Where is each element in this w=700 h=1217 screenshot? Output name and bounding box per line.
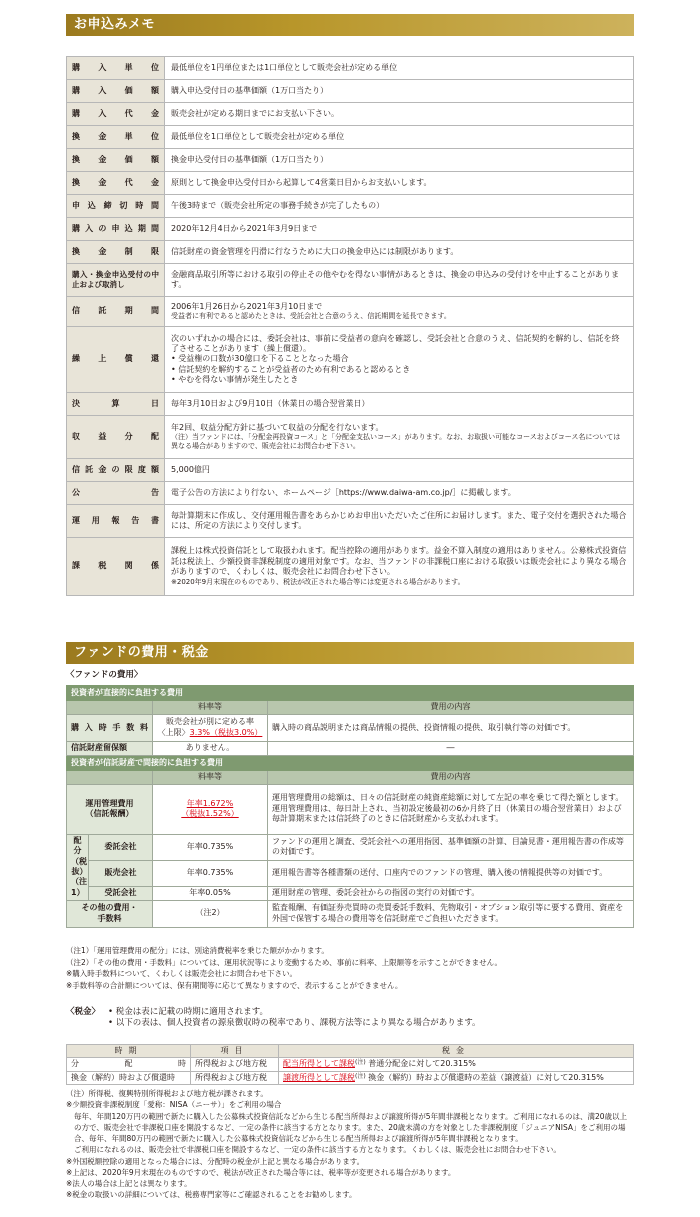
fee-note: （注1）「運用管理費用の配分」には、別途消費税率を乗じた額がかかります。 [66, 946, 329, 955]
memo-row [67, 172, 634, 195]
tax-note: ※税金の取扱いの詳細については、税務専門家等にご確認されることをお勧めします。 [66, 1190, 357, 1200]
memo-value: 5,000億円 [165, 459, 634, 482]
direct-fee-header: 投資者が直接的に負担する費用 [67, 686, 634, 701]
other-fee-key-cell [67, 900, 153, 927]
trustor-rate: 年率0.735% [153, 834, 268, 860]
memo-value: 午後3時まで（販売会社所定の事務手続きが完了したもの） [165, 195, 634, 218]
memo-row [67, 505, 634, 538]
memo-value: 次のいずれかの場合には、委託会社は、事前に受益者の意向を確認し、受託会社と合意のうえ、信託契約を解約し、信託を終了させることがあります（繰上償還）。 [171, 333, 620, 353]
purchase-fee-key: 購入時手数料 [67, 714, 153, 741]
memo-value: 課税上は株式投資信託として取扱われます。配当控除の適用があります。益金不算入制度の適用はありません。公募株式投資信託は税法上、少額投資非課税制度の適用対象です。なお、当ファンドの非課税口座における取扱いは販売会社により異なる場合がありますので、くわしくは、販売会社にお問合わせ下さい。 [171, 546, 627, 577]
tax-tax-header: 税金 [279, 1045, 634, 1058]
tax-kind: 譲渡所得として課税 [283, 1072, 355, 1082]
memo-row [67, 126, 634, 149]
memo-row [67, 241, 634, 264]
tax-period-header: 時期 [67, 1045, 191, 1058]
fees-section-banner [66, 642, 634, 664]
tax-note: ※法人の場合は上記とは異なります。 [66, 1179, 192, 1188]
fee-column-headers [67, 771, 634, 784]
fee-row [67, 860, 634, 886]
memo-value: 最低単位を1口単位として販売会社が定める単位 [165, 126, 634, 149]
purchase-fee-rate-prefix: 〈上限〉 [157, 727, 190, 737]
other-fee-content: 監査報酬、有価証券売買時の売買委託手数料、先物取引・オプション取引等に要する費用、資産を外国で保管する場合の費用等を信託財産でご負担いただきます。 [268, 900, 634, 927]
purchase-fee-rate-max: 3.3%（税抜3.0%） [189, 727, 263, 737]
distributor-content: 運用報告書等各種書類の送付、口座内でのファンドの管理、購入後の情報提供等の対価です。 [268, 860, 634, 886]
tax-lead-text-1: • 税金は表に記載の時期に適用されます。 [108, 1007, 269, 1017]
allocation-label: 配分（税抜）（注1） [67, 834, 89, 900]
tax-detail-cell [279, 1058, 634, 1071]
memo-key: 購入単位 [67, 57, 165, 80]
col-content-header: 費用の内容 [268, 701, 634, 714]
memo-note: （注）当ファンドには、「分配金再投資コース」と「分配金支払いコース」があります。なお、お取扱い可能なコースおよびコース名については異なる場合がありますので、販売会社にお問合わせ下さい。 [171, 433, 621, 451]
fee-row [67, 900, 634, 927]
mgmt-fee-key: 運用管理費用 [85, 798, 134, 808]
memo-value: 換金申込受付日の基準価額（1万口当たり） [165, 149, 634, 172]
memo-note: 受益者に有利であると認めたときは、受託会社と合意のうえ、信託期間を延長できます。 [171, 312, 451, 321]
memo-section-title: お申込みメモ [74, 17, 156, 32]
mgmt-fee-key-sub: （信託報酬） [85, 809, 134, 819]
blank-header-cell [67, 771, 153, 784]
reserve-key: 信託財産留保額 [67, 741, 153, 755]
memo-row [67, 482, 634, 505]
tax-label: 〈税金〉 [66, 1007, 101, 1017]
memo-row [67, 416, 634, 459]
fees-subtitle: 〈ファンドの費用〉 [66, 670, 143, 680]
tax-period: 換金（解約）時および償還時 [67, 1071, 191, 1084]
tax-desc: 換金（解約）時および償還時の差益（譲渡益）に対して20.315% [368, 1072, 604, 1082]
memo-value: 原則として換金申込受付日から起算して4営業日目からお支払いします。 [165, 172, 634, 195]
memo-key: 収益分配 [67, 416, 165, 459]
memo-row [67, 264, 634, 297]
memo-value: 年2回、収益分配方針に基づいて収益の分配を行ないます。 [171, 422, 384, 432]
tax-note: ※上記は、2020年9月末現在のものですので、税法が改正された場合等には、税率等が変更される場合があります。 [66, 1167, 456, 1177]
memo-key: 決算日 [67, 393, 165, 416]
memo-row [67, 459, 634, 482]
memo-value: 毎年3月10日および9月10日（休業日の場合翌営業日） [165, 393, 634, 416]
memo-row [67, 80, 634, 103]
tax-note: ※少額投資非課税制度「愛称：NISA（ニーサ）」をご利用の場合 [66, 1100, 282, 1110]
reserve-rate: ありません。 [153, 741, 268, 755]
memo-table [66, 56, 634, 596]
blank-header-cell [67, 701, 153, 714]
fee-row [67, 714, 634, 741]
memo-key: 運用報告書 [67, 505, 165, 538]
memo-value: 電子公告の方法により行ない、ホームページ［https://www.daiwa-am.co.jp/］に掲載します。 [165, 482, 634, 505]
tax-item-header: 項目 [191, 1045, 279, 1058]
trustor-content: ファンドの運用と調査、受託会社への運用指図、基準価額の計算、目論見書・運用報告書の作成等の対価です。 [268, 834, 634, 860]
memo-value: 金融商品取引所等における取引の停止その他やむを得ない事情があるときは、換金の申込みの受付けを中止することがあります。 [165, 264, 634, 297]
memo-row [67, 327, 634, 393]
tax-note: 毎年、年間120万円の範囲で新たに購入した公募株式投資信託などから生じる配当所得および譲渡所得が5年間非課税となります。ご利用になれるのは、満20歳以上の方で、販売会社で非課税口座を開設するなど、一定の条件に該当する方となります。また、20歳未満の方を対象とした非課税制度「ジュニアNISA」をご利用の場合、毎年、年間80万円の範囲で新たに購入した公募株式投資信託などから生じる配当所得および譲渡所得が5年間非課税となります。 [74, 1111, 628, 1143]
fee-section-header [67, 755, 634, 770]
memo-bullet: • やむを得ない事情が発生したとき [171, 375, 299, 385]
memo-row [67, 297, 634, 327]
col-content-header: 費用の内容 [268, 771, 634, 784]
fee-table [66, 685, 634, 928]
memo-value-cell [165, 327, 634, 393]
fees-section-title: ファンドの費用・税金 [74, 645, 209, 660]
tax-row [67, 1071, 634, 1084]
memo-key: 課税関係 [67, 538, 165, 596]
memo-value-cell [165, 416, 634, 459]
fee-row [67, 834, 634, 860]
tax-desc: 普通分配金に対して20.315% [368, 1059, 476, 1069]
fee-note: ※購入時手数料について、くわしくは販売会社にお問合わせ下さい。 [66, 969, 297, 979]
distributor-rate: 年率0.735% [153, 860, 268, 886]
memo-key: 信託期間 [67, 297, 165, 327]
tax-note: ご利用になれるのは、販売会社で非課税口座を開設するなど、一定の条件に該当する方となります。くわしくは、販売会社にお問合わせ下さい。 [74, 1145, 561, 1155]
trustee-key: 受託会社 [89, 886, 153, 900]
purchase-fee-rate-line1: 販売会社が別に定める率 [166, 717, 254, 727]
tax-item: 所得税および地方税 [191, 1058, 279, 1071]
col-rate-header: 料率等 [153, 771, 268, 784]
tax-table [66, 1044, 634, 1085]
memo-key: 購入・換金申込受付の中止および取消し [67, 264, 165, 297]
memo-row [67, 57, 634, 80]
memo-key: 購入の申込期間 [67, 218, 165, 241]
memo-key: 換金代金 [67, 172, 165, 195]
memo-value: 最低単位を1円単位または1口単位として販売会社が定める単位 [165, 57, 634, 80]
memo-value: 2006年1月26日から2021年3月10日まで [171, 301, 323, 311]
memo-key: 購入代金 [67, 103, 165, 126]
tax-item: 所得税および地方税 [191, 1071, 279, 1084]
distributor-key: 販売会社 [89, 860, 153, 886]
tax-note-mark: (注) [355, 1072, 366, 1080]
memo-key: 申込締切時間 [67, 195, 165, 218]
memo-bullet: • 受益権の口数が30億口を下ることとなった場合 [171, 354, 349, 364]
memo-section-banner [66, 14, 634, 36]
trustee-rate: 年率0.05% [153, 886, 268, 900]
tax-note: ※外国税額控除の適用となった場合には、分配時の税金が上記と異なる場合があります。 [66, 1156, 365, 1166]
memo-key: 換金単位 [67, 126, 165, 149]
memo-key: 換金制限 [67, 241, 165, 264]
memo-row [67, 218, 634, 241]
other-fee-key-sub: 手数料 [97, 913, 122, 923]
tax-lead [66, 1007, 634, 1029]
mgmt-fee-rate-cell [153, 784, 268, 834]
fee-note: （注2）「その他の費用・手数料」については、運用状況等により変動するため、事前に料率、上限額等を示すことができません。 [66, 957, 503, 967]
memo-note: ※2020年9月末現在のものであり、税法が改正された場合等には変更される場合があります。 [171, 577, 465, 586]
trustor-key: 委託会社 [89, 834, 153, 860]
fee-row [67, 784, 634, 834]
memo-row [67, 149, 634, 172]
memo-value-cell [165, 297, 634, 327]
tax-lead-text-2: • 以下の表は、個人投資者の源泉徴収時の税率であり、課税方法等により異なる場合があります。 [108, 1018, 481, 1029]
memo-value: 2020年12月4日から2021年3月9日まで [165, 218, 634, 241]
memo-key: 公告 [67, 482, 165, 505]
tax-kind: 配当所得として課税 [283, 1059, 355, 1069]
memo-value: 販売会社が定める期日までにお支払い下さい。 [165, 103, 634, 126]
tax-note: （注）所得税、復興特別所得税および地方税が課されます。 [66, 1089, 268, 1098]
tax-line-1 [66, 1007, 634, 1018]
indirect-fee-header: 投資者が信託財産で間接的に負担する費用 [67, 755, 634, 770]
tax-detail-cell [279, 1071, 634, 1084]
memo-row [67, 538, 634, 596]
other-fee-rate: （注2） [153, 900, 268, 927]
mgmt-fee-key-cell [67, 784, 153, 834]
memo-key: 購入価額 [67, 80, 165, 103]
fee-column-headers [67, 701, 634, 714]
tax-note-mark: (注) [355, 1059, 366, 1067]
tax-period: 分配時 [67, 1058, 191, 1071]
memo-row [67, 103, 634, 126]
trustee-content: 運用財産の管理、委託会社からの指図の実行の対価です。 [268, 886, 634, 900]
memo-row [67, 393, 634, 416]
fee-notes [66, 945, 634, 992]
reserve-content: ― [268, 741, 634, 755]
tax-notes [66, 1088, 634, 1201]
memo-bullet: • 信託契約を解約することが受益者のため有利であると認めるとき [171, 364, 411, 374]
mgmt-fee-content: 運用管理費用の総額は、日々の信託財産の純資産総額に対して左記の率を乗じて得た額とします。運用管理費用は、毎日計上され、当初設定後最初の6か月終了日（休業日の場合翌営業日）および毎計算期末または信託終了のときに信託財産から支払われます。 [268, 784, 634, 834]
fee-note: ※手数料等の合計額については、保有期間等に応じて異なりますので、表示することができません。 [66, 980, 403, 990]
tax-row [67, 1058, 634, 1071]
purchase-fee-content: 購入時の商品説明または商品情報の提供、投資情報の提供、取引執行等の対価です。 [268, 714, 634, 741]
memo-key: 信託金の限度額 [67, 459, 165, 482]
fee-row [67, 886, 634, 900]
memo-value: 毎計算期末に作成し、交付運用報告書をあらかじめお申出いただいたご住所にお届けします。また、電子交付を選択された場合には、所定の方法により交付します。 [165, 505, 634, 538]
fee-row [67, 741, 634, 755]
mgmt-fee-rate: 年率1.672% [186, 798, 234, 808]
other-fee-key: その他の費用・ [81, 903, 138, 913]
memo-value: 購入申込受付日の基準価額（1万口当たり） [165, 80, 634, 103]
col-rate-header: 料率等 [153, 701, 268, 714]
tax-header-row [67, 1045, 634, 1058]
fee-section-header [67, 686, 634, 701]
purchase-fee-rate-cell [153, 714, 268, 741]
memo-key: 換金価額 [67, 149, 165, 172]
memo-key: 繰上償還 [67, 327, 165, 393]
memo-value-cell [165, 538, 634, 596]
memo-row [67, 195, 634, 218]
mgmt-fee-rate-excl: （税抜1.52%） [181, 809, 239, 819]
memo-value: 信託財産の資金管理を円滑に行なうために大口の換金申込には制限があります。 [165, 241, 634, 264]
